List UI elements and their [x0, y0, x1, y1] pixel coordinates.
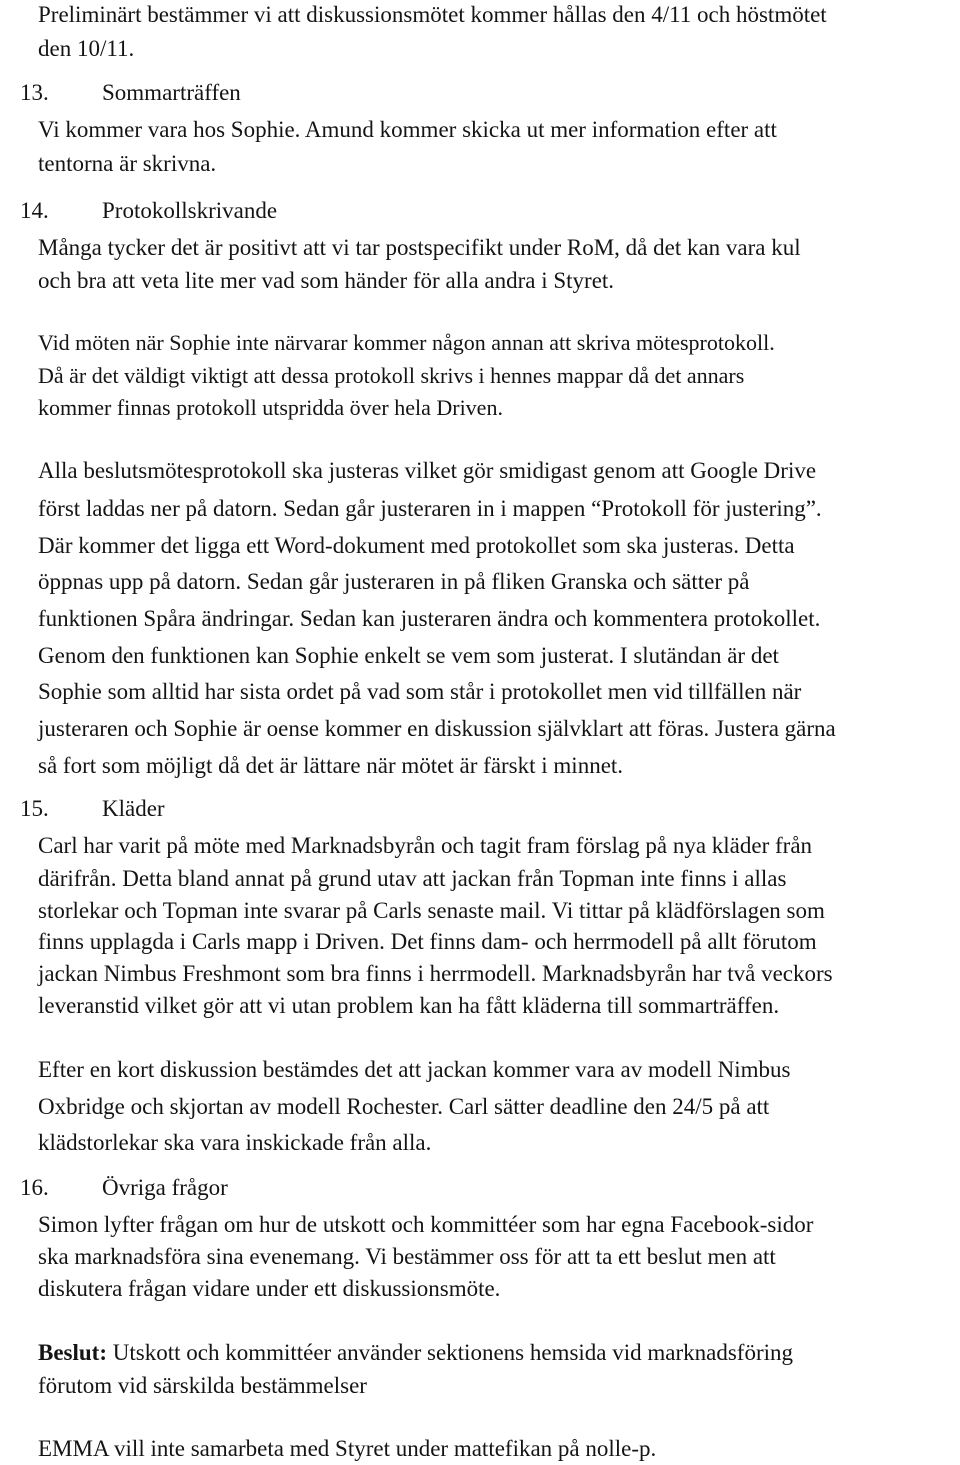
section-14-p3-line-6: Genom den funktionen kan Sophie enkelt se vem som justerat. I slutändan är det: [38, 643, 779, 668]
section-14-p3-line-5: funktionen Spåra ändringar. Sedan kan justeraren ändra och kommentera protokollet.: [38, 606, 821, 631]
decision-line-2: förutom vid särskilda bestämmelser: [38, 1373, 367, 1398]
section-13-number: 13.: [20, 80, 49, 105]
section-14-p3-line-4: öppnas upp på datorn. Sedan går justeraren in på fliken Granska och sätter på: [38, 569, 750, 594]
section-15-p1-line-6: leveranstid vilket gör att vi utan problem kan ha fått kläderna till sommarträffen.: [38, 993, 780, 1018]
section-16-number: 16.: [20, 1175, 49, 1200]
section-15-title: Kläder: [102, 796, 165, 821]
section-16-p1-line-1: Simon lyfter frågan om hur de utskott och kommittéer som har egna Facebook-sidor: [38, 1212, 814, 1237]
section-16-title: Övriga frågor: [102, 1175, 228, 1200]
decision-text: Utskott och kommittéer använder sektionens hemsida vid marknadsföring: [107, 1340, 794, 1365]
section-16-p1-line-2: ska marknadsföra sina evenemang. Vi bestämmer oss för att ta ett beslut men att: [38, 1244, 776, 1269]
final-note: EMMA vill inte samarbeta med Styret under mattefikan på nolle-p.: [38, 1436, 657, 1461]
section-14-p3-line-7: Sophie som alltid har sista ordet på vad som står i protokollet men vid tillfällen när: [38, 679, 802, 704]
section-14-p2-line-3: kommer finnas protokoll utspridda över hela Driven.: [38, 395, 503, 420]
section-14-p3-line-1: Alla beslutsmötesprotokoll ska justeras vilket gör smidigast genom att Google Drive: [38, 458, 817, 483]
section-15-p2-line-3: klädstorlekar ska vara inskickade från alla.: [38, 1130, 432, 1155]
intro-line-2: den 10/11.: [38, 36, 135, 61]
intro-line-1: Preliminärt bestämmer vi att diskussionsmötet kommer hållas den 4/11 och höstmötet: [38, 2, 827, 27]
section-13-line-1: Vi kommer vara hos Sophie. Amund kommer skicka ut mer information efter att: [38, 117, 777, 142]
section-14-number: 14.: [20, 198, 49, 223]
section-15-p1-line-1: Carl har varit på möte med Marknadsbyrån och tagit fram förslag på nya kläder från: [38, 833, 813, 858]
section-14-p2-line-1: Vid möten när Sophie inte närvarar kommer någon annan att skriva mötesprotokoll.: [38, 330, 775, 355]
section-14-p3-line-2: först laddas ner på datorn. Sedan går justeraren in i mappen “Protokoll för justering”.: [38, 496, 822, 521]
section-15-number: 15.: [20, 796, 49, 821]
section-14-p3-line-9: så fort som möjligt då det är lättare när mötet är färskt i minnet.: [38, 753, 624, 778]
section-14-p2-line-2: Då är det väldigt viktigt att dessa protokoll skrivs i hennes mappar då det annars: [38, 363, 745, 388]
section-13-title: Sommarträffen: [102, 80, 241, 105]
decision-label: Beslut:: [38, 1340, 107, 1365]
section-13-line-2: tentorna är skrivna.: [38, 151, 217, 176]
section-14-p3-line-3: Där kommer det ligga ett Word-dokument med protokollet som ska justeras. Detta: [38, 533, 795, 558]
section-14-title: Protokollskrivande: [102, 198, 278, 223]
decision-line-1: [38, 1338, 793, 1368]
section-15-p1-line-4: finns upplagda i Carls mapp i Driven. Det finns dam- och herrmodell på allt förutom: [38, 929, 817, 954]
section-14-p3-line-8: justeraren och Sophie är oense kommer en diskussion självklart att föras. Justera gärna: [38, 716, 836, 741]
section-15-p2-line-1: Efter en kort diskussion bestämdes det att jackan kommer vara av modell Nimbus: [38, 1057, 791, 1082]
section-14-p1-line-2: och bra att veta lite mer vad som händer för alla andra i Styret.: [38, 268, 615, 293]
section-16-p1-line-3: diskutera frågan vidare under ett diskussionsmöte.: [38, 1276, 501, 1301]
section-15-p1-line-5: jackan Nimbus Freshmont som bra finns i herrmodell. Marknadsbyrån har två veckors: [38, 961, 833, 986]
section-14-p1-line-1: Många tycker det är positivt att vi tar postspecifikt under RoM, då det kan vara kul: [38, 235, 801, 260]
section-15-p1-line-3: storlekar och Topman inte svarar på Carls senaste mail. Vi tittar på klädförslagen som: [38, 898, 825, 923]
section-15-p2-line-2: Oxbridge och skjortan av modell Rochester. Carl sätter deadline den 24/5 på att: [38, 1094, 770, 1119]
section-15-p1-line-2: därifrån. Detta bland annat på grund utav att jackan från Topman inte finns i allas: [38, 866, 787, 891]
